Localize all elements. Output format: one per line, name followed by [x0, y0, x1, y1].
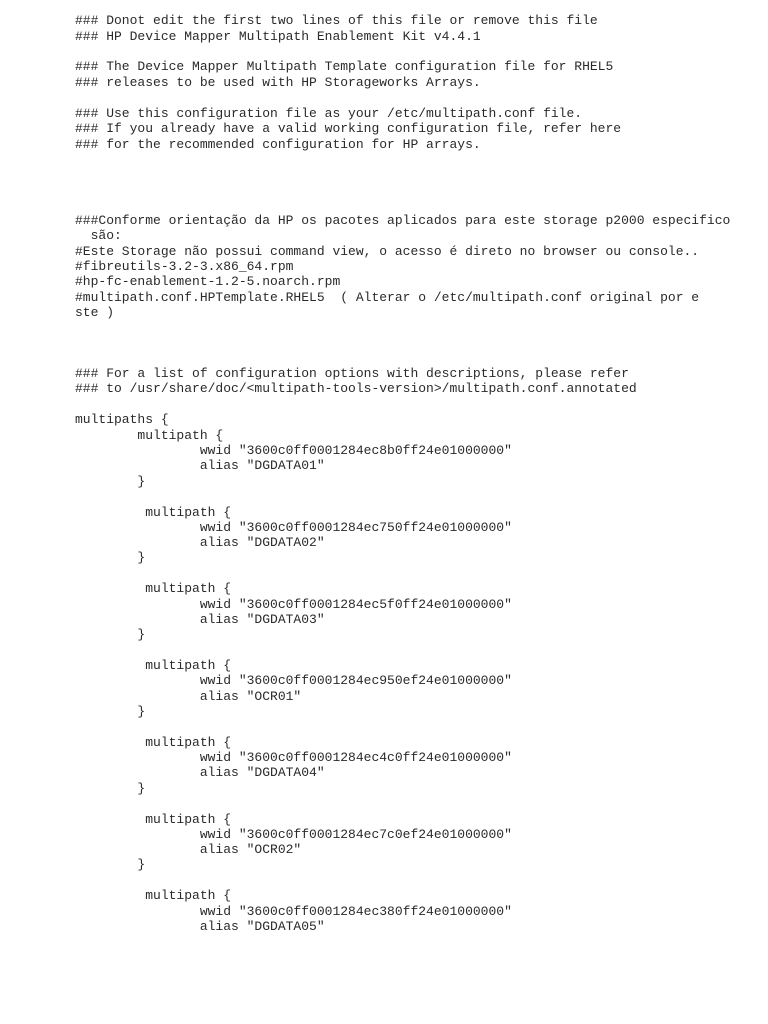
multipath-close: }	[75, 550, 146, 565]
template-line: ### The Device Mapper Multipath Template configuration file for RHEL5	[75, 59, 614, 74]
multipath-open: multipath {	[75, 888, 232, 903]
multipath-wwid: wwid "3600c0ff0001284ec380ff24e01000000"	[75, 904, 512, 919]
multipath-close: }	[75, 857, 146, 872]
multipath-alias: alias "OCR01"	[75, 689, 302, 704]
multipath-close: }	[75, 474, 146, 489]
multipath-alias: alias "DGDATA02"	[75, 535, 325, 550]
multipath-wwid: wwid "3600c0ff0001284ec750ff24e01000000"	[75, 520, 512, 535]
header-line: ### Donot edit the first two lines of this file or remove this file	[75, 13, 598, 28]
note-line: #fibreutils-3.2-3.x86_64.rpm	[75, 259, 294, 274]
multipath-open: multipath {	[75, 428, 224, 443]
multipath-open: multipath {	[75, 735, 232, 750]
multipath-wwid: wwid "3600c0ff0001284ec8b0ff24e01000000"	[75, 443, 512, 458]
multipath-open: multipath {	[75, 505, 232, 520]
note-line: ###Conforme orientação da HP os pacotes aplicados para este storage p2000 especifico	[75, 213, 731, 228]
header-line: ### HP Device Mapper Multipath Enablement Kit v4.4.1	[75, 29, 481, 44]
note-line: #Este Storage não possui command view, o acesso é direto no browser ou console..	[75, 244, 700, 259]
template-line: ### releases to be used with HP Storageworks Arrays.	[75, 75, 481, 90]
multipath-alias: alias "OCR02"	[75, 842, 302, 857]
multipath-wwid: wwid "3600c0ff0001284ec5f0ff24e01000000"	[75, 597, 512, 612]
multipath-alias: alias "DGDATA03"	[75, 612, 325, 627]
multipaths-open: multipaths {	[75, 412, 169, 427]
usage-line: ### for the recommended configuration for HP arrays.	[75, 137, 481, 152]
multipath-close: }	[75, 627, 146, 642]
note-line: são:	[75, 228, 122, 243]
multipath-alias: alias "DGDATA05"	[75, 919, 325, 934]
multipath-alias: alias "DGDATA01"	[75, 458, 325, 473]
note-line: #multipath.conf.HPTemplate.RHEL5 ( Alterar o /etc/multipath.conf original por e	[75, 290, 700, 305]
multipath-open: multipath {	[75, 658, 232, 673]
reference-line: ### to /usr/share/doc/<multipath-tools-version>/multipath.conf.annotated	[75, 381, 637, 396]
multipath-alias: alias "DGDATA04"	[75, 765, 325, 780]
reference-line: ### For a list of configuration options with descriptions, please refer	[75, 366, 629, 381]
multipath-wwid: wwid "3600c0ff0001284ec7c0ef24e01000000"	[75, 827, 512, 842]
usage-line: ### Use this configuration file as your /etc/multipath.conf file.	[75, 106, 583, 121]
multipath-open: multipath {	[75, 581, 232, 596]
note-line: ste )	[75, 305, 115, 320]
multipath-close: }	[75, 704, 146, 719]
multipath-open: multipath {	[75, 812, 232, 827]
multipath-wwid: wwid "3600c0ff0001284ec950ef24e01000000"	[75, 673, 512, 688]
usage-line: ### If you already have a valid working configuration file, refer here	[75, 121, 622, 136]
multipath-close: }	[75, 781, 146, 796]
multipath-wwid: wwid "3600c0ff0001284ec4c0ff24e01000000"	[75, 750, 512, 765]
note-line: #hp-fc-enablement-1.2-5.noarch.rpm	[75, 274, 341, 289]
